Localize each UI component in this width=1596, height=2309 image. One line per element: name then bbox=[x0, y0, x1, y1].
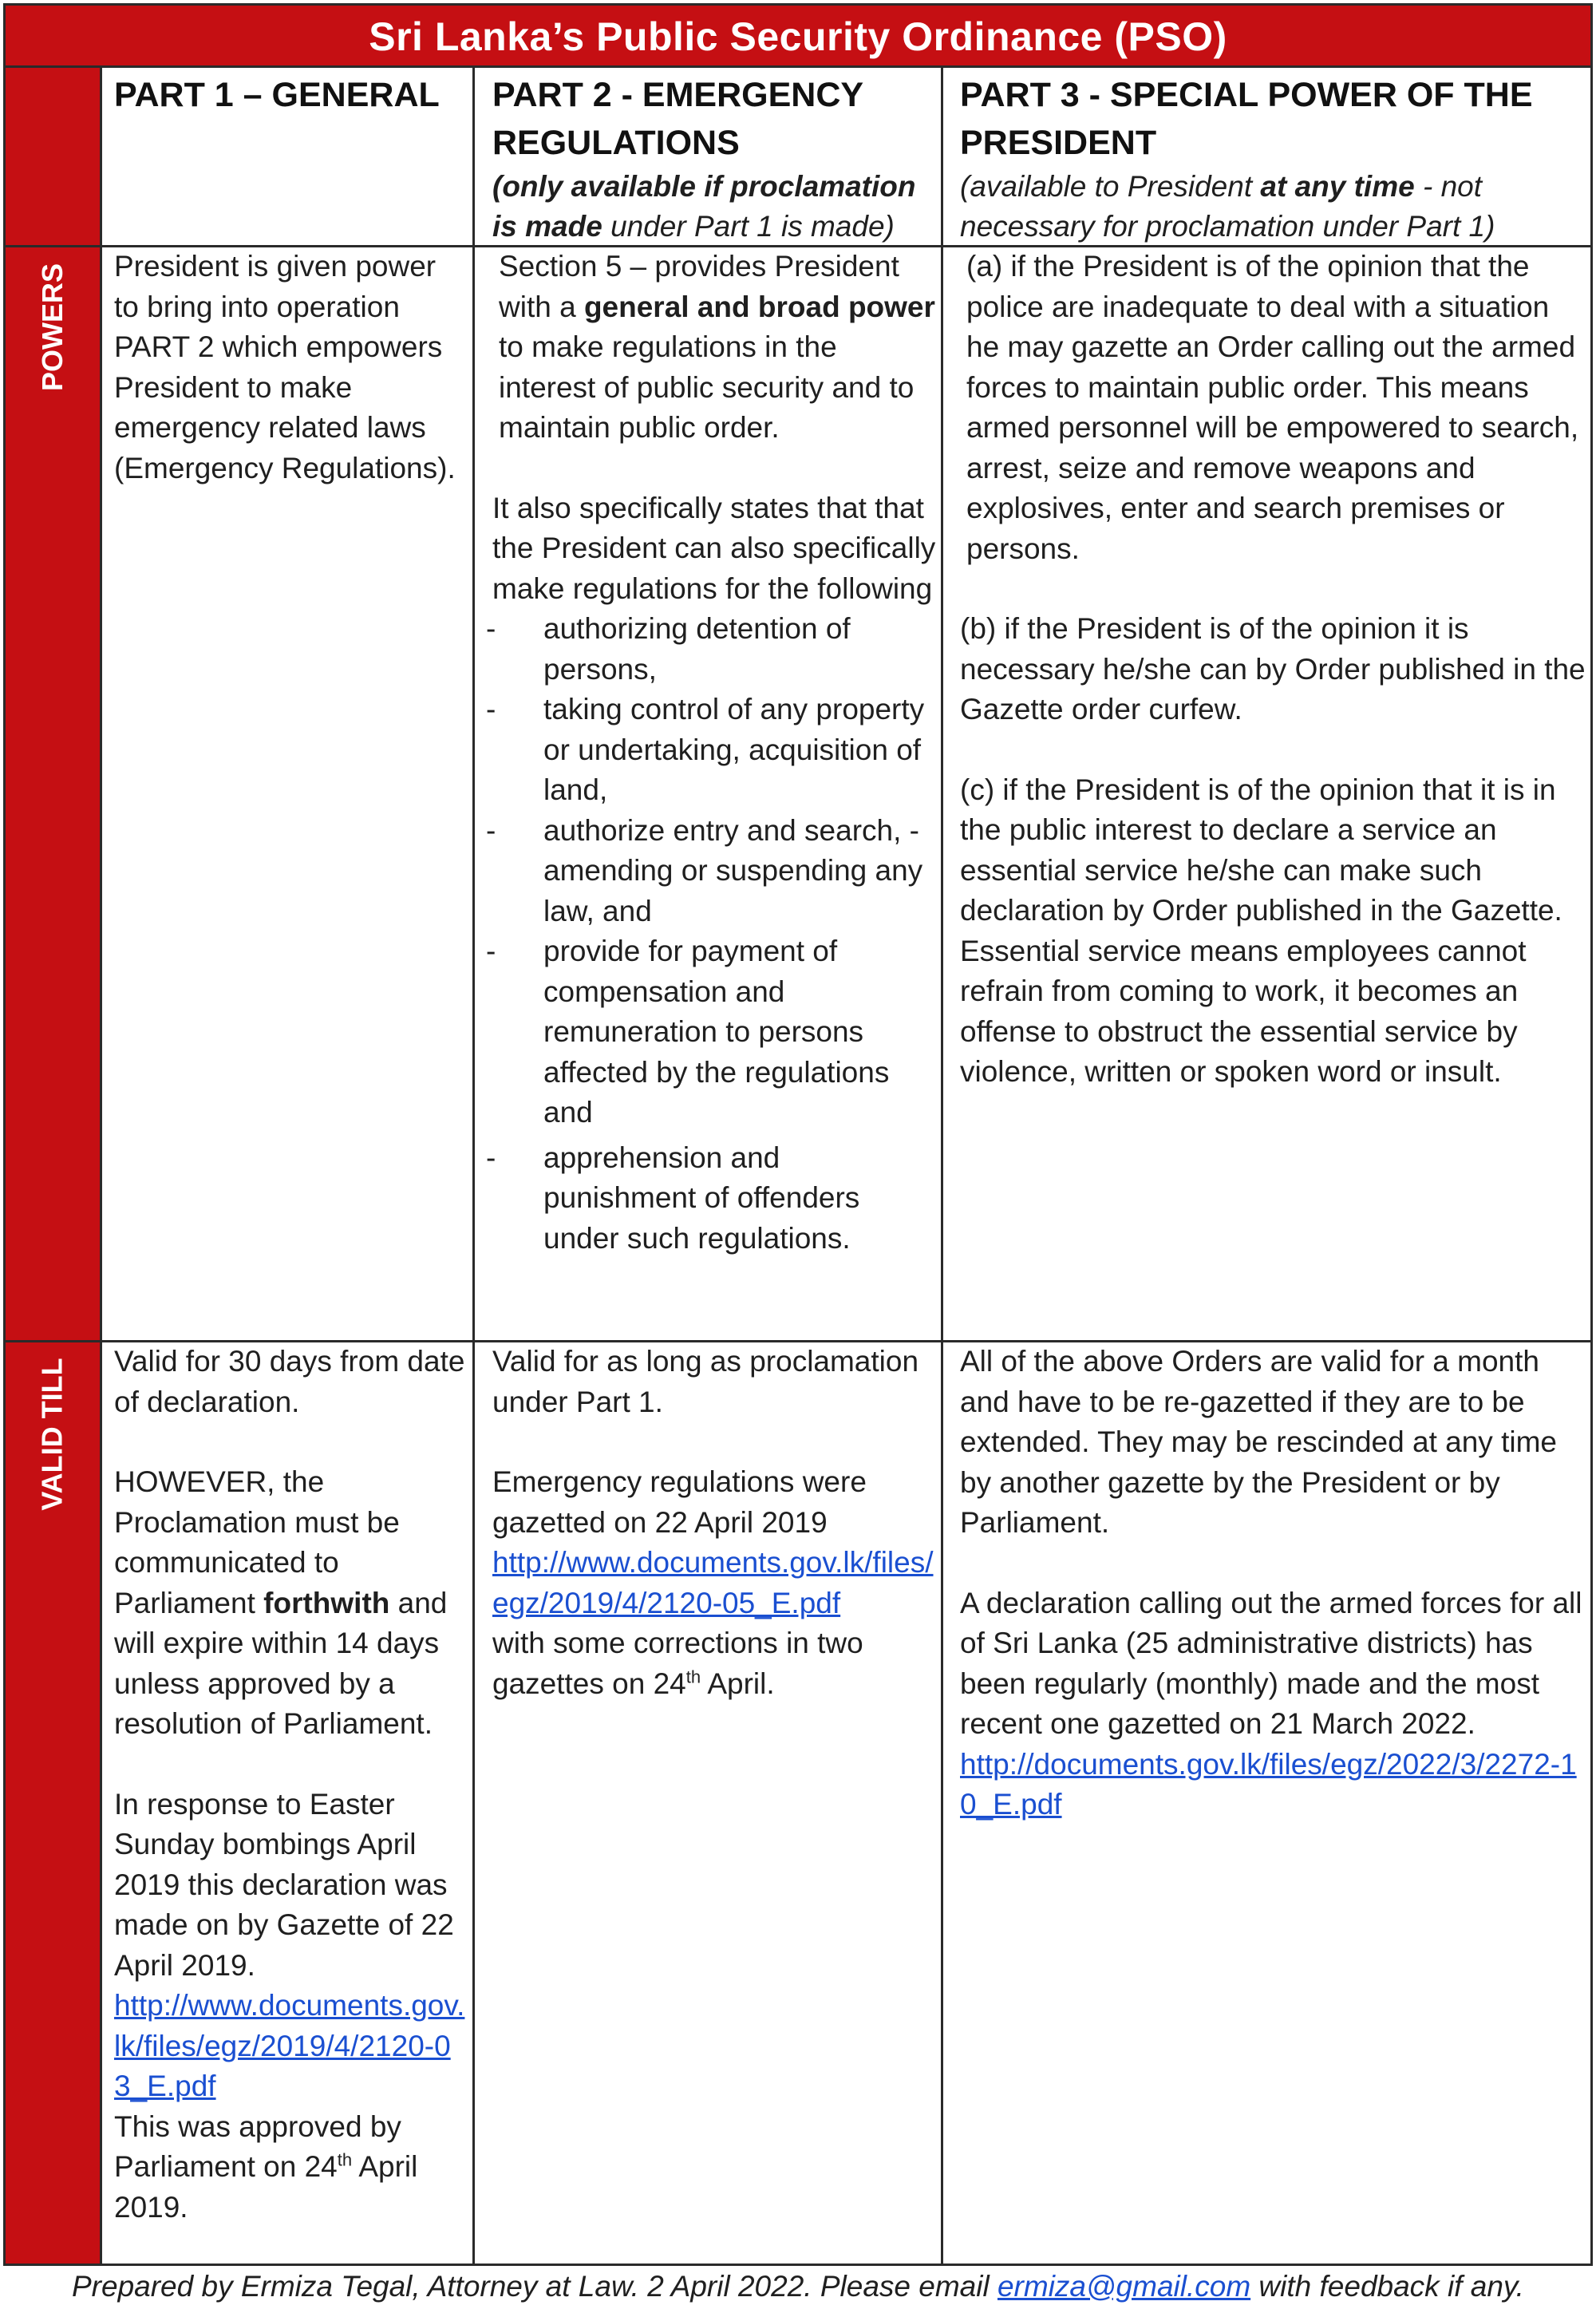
grid-line bbox=[941, 68, 943, 2264]
header-row-stub bbox=[6, 68, 100, 245]
powers-row-label-cell bbox=[6, 245, 100, 1340]
powers-row-label: POWERS bbox=[36, 263, 69, 392]
header-part2-title: PART 2 - EMERGENCY REGULATIONS bbox=[492, 76, 863, 162]
pso-table bbox=[3, 3, 1593, 2266]
grid-line bbox=[100, 68, 102, 2264]
grid-line bbox=[472, 68, 475, 2264]
header-part2-subtitle: (only available if proclamation is made under Part 1 is made) bbox=[492, 170, 916, 243]
valid-part1: Valid for 30 days from date of declaration. HOWEVER, the Proclamation must be communicated to Parliament forthwith and will expire within 14 days unless approved by a resolution of Parliament. In response to Easter Sunday bombings April 2019 this declaration was made on by Gazette of 22 April 2019. http://www.documents.gov.lk/files/egz/2019/4/2120-03_E.pdf This was approved by Parliament on 24th April 2019. bbox=[114, 1345, 465, 2224]
powers-part2-intro: Section 5 – provides President with a general and broad power to make regulations in the interest of public security and to maintain public order. bbox=[499, 250, 935, 444]
valid-part3: All of the above Orders are valid for a month and have to be re-gazetted if they are to be extended. They may be rescinded at any time by another gazette by the President or by Parliament. A declaration calling out the armed forces for all of Sri Lanka (25 administrative districts) has been regularly (monthly) made and the most recent one gazetted on 21 March 2022. http://documents.gov.lk/files/egz/2022/3/2272-10_E.pdf bbox=[960, 1345, 1582, 1821]
header-part3-subtitle: (available to President at any time - not necessary for proclamation under Part 1) bbox=[960, 170, 1495, 243]
list-item: - apprehension and punishment of offenders under such regulations. bbox=[492, 1138, 939, 1259]
powers-part3-a: (a) if the President is of the opinion that the police are inadequate to deal with a situation he may gazette an Order calling out the armed forces to maintain public order. This means armed personnel will be empowered to search, arrest, seize and remove weapons and explosives, enter and search premises or persons. bbox=[966, 250, 1579, 565]
header-part1-title: PART 1 – GENERAL bbox=[114, 76, 440, 114]
page-title: Sri Lanka’s Public Security Ordinance (PSO) bbox=[6, 6, 1590, 68]
header-part3-title: PART 3 - SPECIAL POWER OF THE PRESIDENT bbox=[960, 76, 1533, 162]
list-item: - authorizing detention of persons, bbox=[492, 609, 939, 690]
powers-part3-b: (b) if the President is of the opinion it is necessary he/she can by Order published in the Gazette order curfew. bbox=[960, 612, 1586, 726]
gazette-link-2120-05[interactable]: http://www.documents.gov.lk/files/egz/2019/4/2120-05_E.pdf bbox=[492, 1546, 934, 1619]
gazette-link-2272-10[interactable]: http://documents.gov.lk/files/egz/2022/3/2272-10_E.pdf bbox=[960, 1747, 1577, 1821]
header-part3 bbox=[960, 71, 1586, 247]
gazette-link-2120-03[interactable]: http://www.documents.gov.lk/files/egz/2019/4/2120-03_E.pdf bbox=[114, 1989, 465, 2102]
powers-part1: President is given power to bring into operation PART 2 which empowers President to make emergency related laws (Emergency Regulations). bbox=[114, 250, 456, 484]
valid-part2: Valid for as long as proclamation under Part 1. Emergency regulations were gazetted on 22 April 2019 http://www.documents.gov.lk/files/egz/2019/4/2120-05_E.pdf with some corrections in two gazettes on 24th April. bbox=[492, 1345, 934, 1700]
valid-till-row-label-cell bbox=[6, 1340, 100, 2264]
list-item: - provide for payment of compensation and remuneration to persons affected by the regulations and bbox=[492, 931, 939, 1133]
powers-part2-list-intro: It also specifically states that that the President can also specifically make regulations for the following bbox=[492, 491, 936, 605]
powers-part2 bbox=[492, 247, 939, 1259]
feedback-email-link[interactable]: ermiza@gmail.com bbox=[997, 2270, 1251, 2303]
valid-till-row-label: VALID TILL bbox=[36, 1358, 69, 1511]
powers-part3 bbox=[960, 247, 1586, 1093]
powers-part3-c: (c) if the President is of the opinion that it is in the public interest to declare a service an essential service he/she can make such declaration by Order published in the Gazette. Essential service means employees cannot refrain from coming to work, it becomes an offense to obstruct the essential service by violence, written or spoken word or insult. bbox=[960, 773, 1562, 1088]
list-item: - authorize entry and search, - amending or suspending any law, and bbox=[492, 811, 939, 932]
list-item: - taking control of any property or undertaking, acquisition of land, bbox=[492, 690, 939, 811]
footer-credit: Prepared by Ermiza Tegal, Attorney at Law. 2 April 2022. Please email ermiza@gmail.com with feedback if any. bbox=[72, 2270, 1524, 2303]
header-part1 bbox=[114, 71, 465, 119]
powers-part2-list bbox=[492, 609, 939, 1259]
header-part2 bbox=[492, 71, 935, 247]
